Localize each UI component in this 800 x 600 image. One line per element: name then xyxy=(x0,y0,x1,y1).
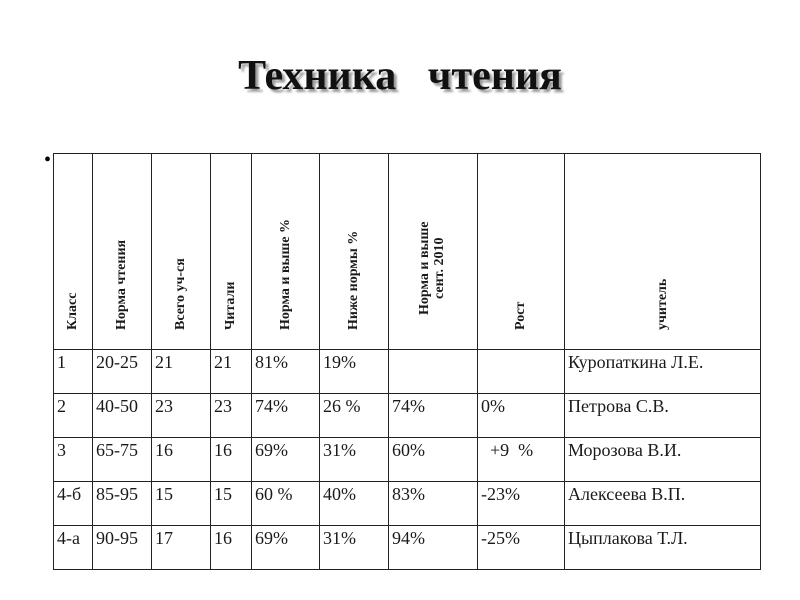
cell-growth: -23% xyxy=(478,482,565,526)
cell-read: 15 xyxy=(211,482,252,526)
header-label: Ниже нормы % xyxy=(346,230,361,330)
cell-class: 3 xyxy=(54,438,93,482)
header-label: Рост xyxy=(513,301,528,330)
reading-technique-table xyxy=(53,153,761,570)
cell-total-students: 16 xyxy=(152,438,211,482)
cell-growth: 0% xyxy=(478,394,565,438)
header-label: Норма чтения xyxy=(114,239,129,330)
slide-title: Техника чтения xyxy=(238,53,562,99)
table-header-row xyxy=(54,154,761,350)
header-cell-class xyxy=(54,154,93,350)
cell-reading-norm: 85-95 xyxy=(93,482,152,526)
cell-class: 4-а xyxy=(54,526,93,570)
cell-below-norm: 40% xyxy=(320,482,389,526)
cell-teacher: Алексеева В.П. xyxy=(565,482,761,526)
cell-teacher: Морозова В.И. xyxy=(565,438,761,482)
cell-read: 23 xyxy=(211,394,252,438)
cell-read: 16 xyxy=(211,438,252,482)
header-cell-below-norm xyxy=(320,154,389,350)
table-row xyxy=(54,350,761,394)
header-cell-teacher xyxy=(565,154,761,350)
cell-reading-norm: 65-75 xyxy=(93,438,152,482)
cell-norm-and-above-sept: 60% xyxy=(389,438,478,482)
cell-norm-and-above: 60 % xyxy=(252,482,320,526)
bullet-marker: • xyxy=(44,149,52,171)
header-cell-read xyxy=(211,154,252,350)
cell-reading-norm: 20-25 xyxy=(93,350,152,394)
cell-class: 4-б xyxy=(54,482,93,526)
cell-reading-norm: 40-50 xyxy=(93,394,152,438)
cell-teacher: Петрова С.В. xyxy=(565,394,761,438)
cell-read: 21 xyxy=(211,350,252,394)
table-row xyxy=(54,438,761,482)
header-label: Норма и выше % xyxy=(277,219,293,330)
cell-teacher: Цыплакова Т.Л. xyxy=(565,526,761,570)
cell-growth xyxy=(478,350,565,394)
header-cell-norm-and-above-sept xyxy=(389,154,478,350)
cell-norm-and-above-sept: 83% xyxy=(389,482,478,526)
cell-norm-and-above-sept xyxy=(389,350,478,394)
cell-total-students: 17 xyxy=(152,526,211,570)
cell-below-norm: 19% xyxy=(320,350,389,394)
cell-below-norm: 31% xyxy=(320,438,389,482)
cell-norm-and-above: 74% xyxy=(252,394,320,438)
cell-class: 1 xyxy=(54,350,93,394)
cell-teacher: Куропаткина Л.Е. xyxy=(565,350,761,394)
header-cell-reading-norm xyxy=(93,154,152,350)
header-cell-growth xyxy=(478,154,565,350)
cell-norm-and-above: 81% xyxy=(252,350,320,394)
cell-total-students: 15 xyxy=(152,482,211,526)
cell-reading-norm: 90-95 xyxy=(93,526,152,570)
header-label: Класс xyxy=(65,292,80,330)
cell-norm-and-above: 69% xyxy=(252,526,320,570)
cell-total-students: 23 xyxy=(152,394,211,438)
header-cell-norm-and-above xyxy=(252,154,320,350)
cell-growth: +9 % xyxy=(478,438,565,482)
cell-norm-and-above-sept: 74% xyxy=(389,394,478,438)
header-label: Всего уч-ся xyxy=(173,258,188,330)
header-label: Норма и выше сент. 2010 xyxy=(417,221,447,315)
header-label: учитель xyxy=(654,278,670,330)
cell-read: 16 xyxy=(211,526,252,570)
cell-below-norm: 31% xyxy=(320,526,389,570)
cell-growth: -25% xyxy=(478,526,565,570)
cell-below-norm: 26 % xyxy=(320,394,389,438)
table-row xyxy=(54,394,761,438)
header-cell-total-students xyxy=(152,154,211,350)
cell-total-students: 21 xyxy=(152,350,211,394)
cell-norm-and-above-sept: 94% xyxy=(389,526,478,570)
table-row xyxy=(54,526,761,570)
cell-class: 2 xyxy=(54,394,93,438)
cell-norm-and-above: 69% xyxy=(252,438,320,482)
header-label: Читали xyxy=(223,281,238,330)
table-row xyxy=(54,482,761,526)
